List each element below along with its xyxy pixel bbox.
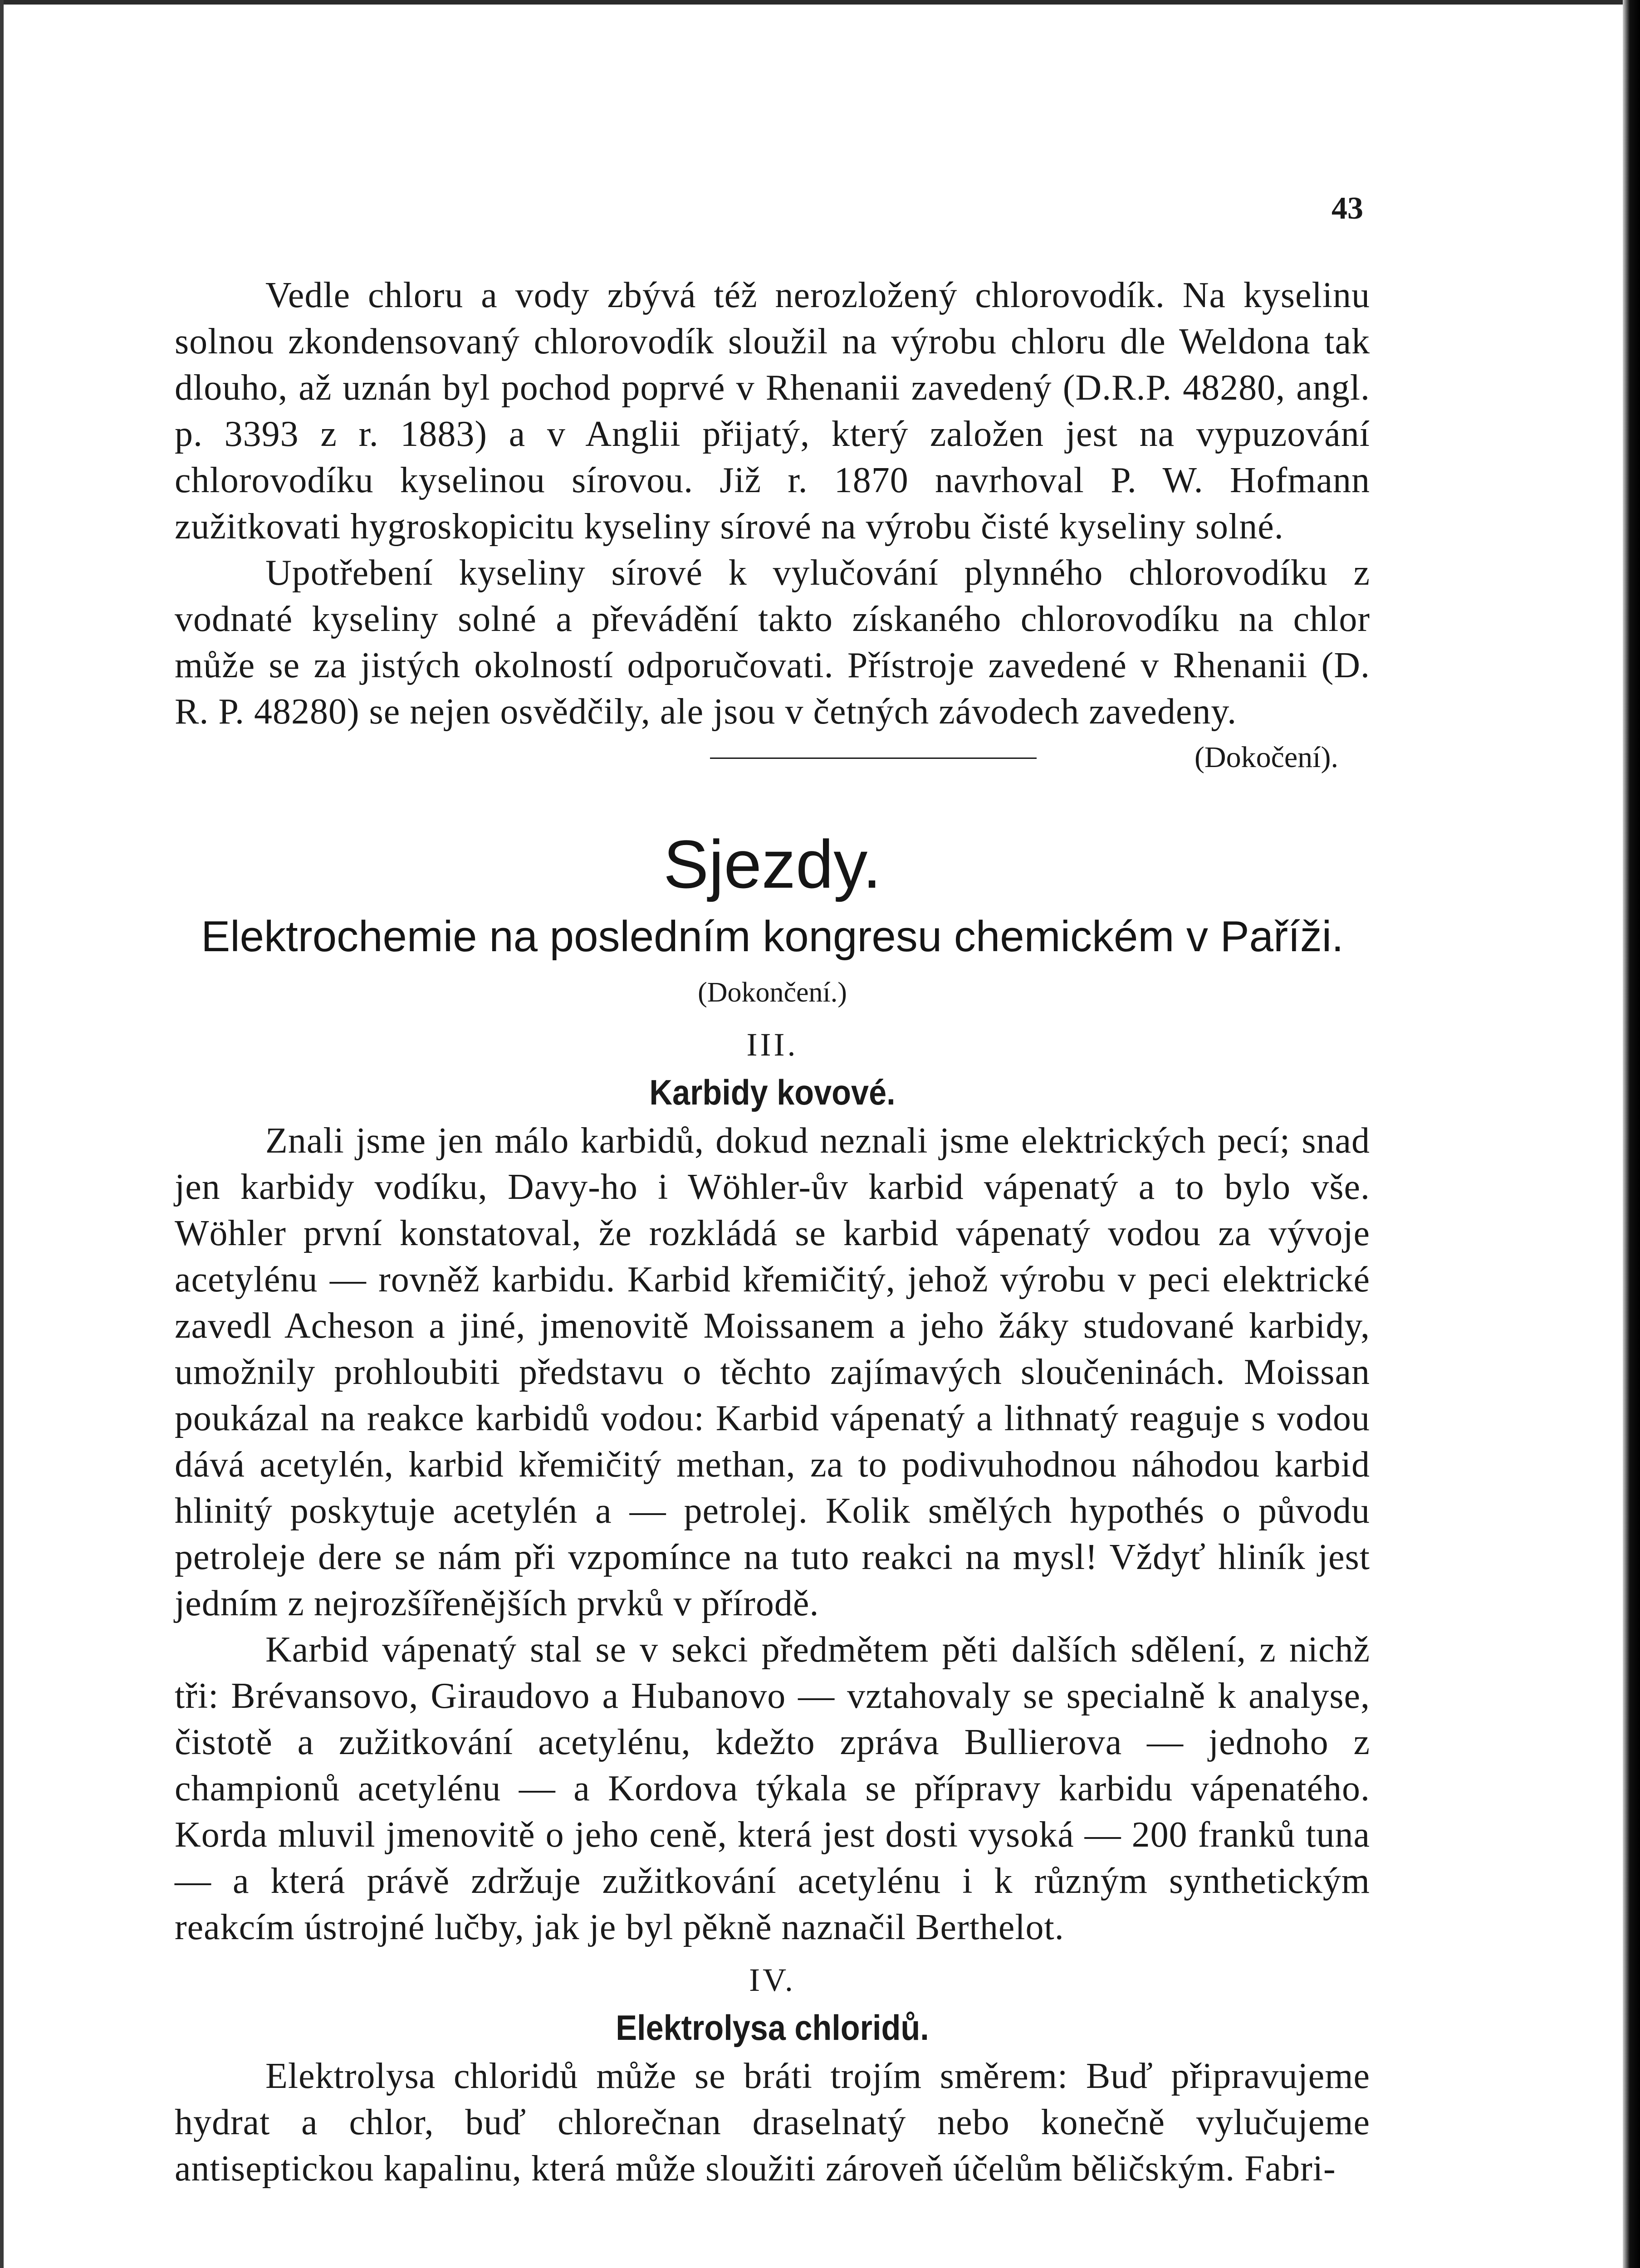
article-title: Elektrochemie na posledním kongresu chemickém v Paříži. bbox=[201, 912, 1344, 961]
page-number: 43 bbox=[1332, 191, 1363, 226]
section-divider bbox=[710, 758, 1037, 759]
closing-note: (Dokočení). bbox=[1194, 741, 1338, 774]
article-end bbox=[175, 735, 1370, 785]
subsection-numeral: III. bbox=[746, 1026, 798, 1063]
scan-border-top bbox=[0, 0, 1640, 5]
continued-note: (Dokončení.) bbox=[698, 977, 847, 1008]
section-title: Sjezdy. bbox=[663, 826, 881, 902]
scan-border-left bbox=[0, 0, 4, 2268]
paragraph-sulfuric-acid: Upotřebení kyseliny sírové k vylučování plynného chlorovodíku z vodnaté kyseliny solné a převádění takto získaného chlorovodíku na chlor může se za jistých okolností odporučovati. Přístroje zavedené v Rhenanii (D. R. P. 48280) se nejen osvědčily, ale jsou v četných závodech zavedeny. bbox=[175, 553, 1370, 732]
subsection-heading: Elektrolysa chloridů. bbox=[616, 2008, 929, 2048]
scan-border-right bbox=[1623, 0, 1640, 2268]
paragraph-calcium-carbide: Karbid vápenatý stal se v sekci předmětem pěti dalších sdělení, z nichž tři: Brévansovo, Giraudovo a Hubanovo — vztahovaly se specialně k analyse, čistotě a zužitkování acetylénu, kdežto zpráva Bullierova — jednoho z championů acetylénu — a Kordova týkala se přípravy karbidu vápenatého. Korda mluvil jmenovitě o jeho ceně, která jest dosti vysoká — 200 franků tuna — a která právě zdržuje zužitkování acetylénu i k různým synthetickým reakcím ústrojné lučby, jak je byl pěkně naznačil Berthelot. bbox=[175, 1630, 1370, 1947]
text-column bbox=[175, 272, 1370, 2192]
subsection-numeral: IV. bbox=[749, 1962, 796, 1998]
paragraph-carbides: Znali jsme jen málo karbidů, dokud neznali jsme elektrických pecí; snad jen karbidy vodíku, Davy-ho i Wöhler-ův karbid vápenatý a to bylo vše. Wöhler první konstatoval, že rozkládá se karbid vápenatý vodou za vývoje acetylénu — rovněž karbidu. Karbid křemičitý, jehož výrobu v peci elektrické zavedl Acheson a jiné, jmenovitě Moissanem a jeho žáky studované karbidy, umožnily prohloubiti představu o těchto zajímavých sloučeninách. Moissan poukázal na reakce karbidů vodou: Karbid vápenatý a lithnatý reaguje s vodou dává acetylén, karbid křemičitý methan, za to podivuhodnou náhodou karbid hlinitý poskytuje acetylén a — petrolej. Kolik smělých hypothés o původu petroleje dere se nám při vzpomínce na tuto reakci na mysl! Vždyť hliník jest jedním z nejrozšířenějších prvků v přírodě. bbox=[175, 1121, 1370, 1623]
paragraph-chloride-electrolysis: Elektrolysa chloridů může se bráti trojím směrem: Buď připravujeme hydrat a chlor, buď chlorečnan draselnatý nebo konečně vylučujeme antiseptickou kapalinu, která může sloužiti zároveň účelům běličským. Fabri- bbox=[175, 2056, 1370, 2189]
paragraph-hcl-history: Vedle chloru a vody zbývá též nerozložený chlorovodík. Na kyselinu solnou zkondensovaný chlorovodík sloužil na výrobu chloru dle Weldona tak dlouho, až uznán byl pochod poprvé v Rhenanii zavedený (D.R.P. 48280, angl. p. 3393 z r. 1883) a v Anglii přijatý, který založen jest na vypuzování chlorovodíku kyselinou sírovou. Již r. 1870 navrhoval P. W. Hofmann zužitkovati hygroskopicitu kyseliny sírové na výrobu čisté kyseliny solné. bbox=[175, 275, 1370, 547]
subsection-heading: Karbidy kovové. bbox=[649, 1072, 896, 1112]
